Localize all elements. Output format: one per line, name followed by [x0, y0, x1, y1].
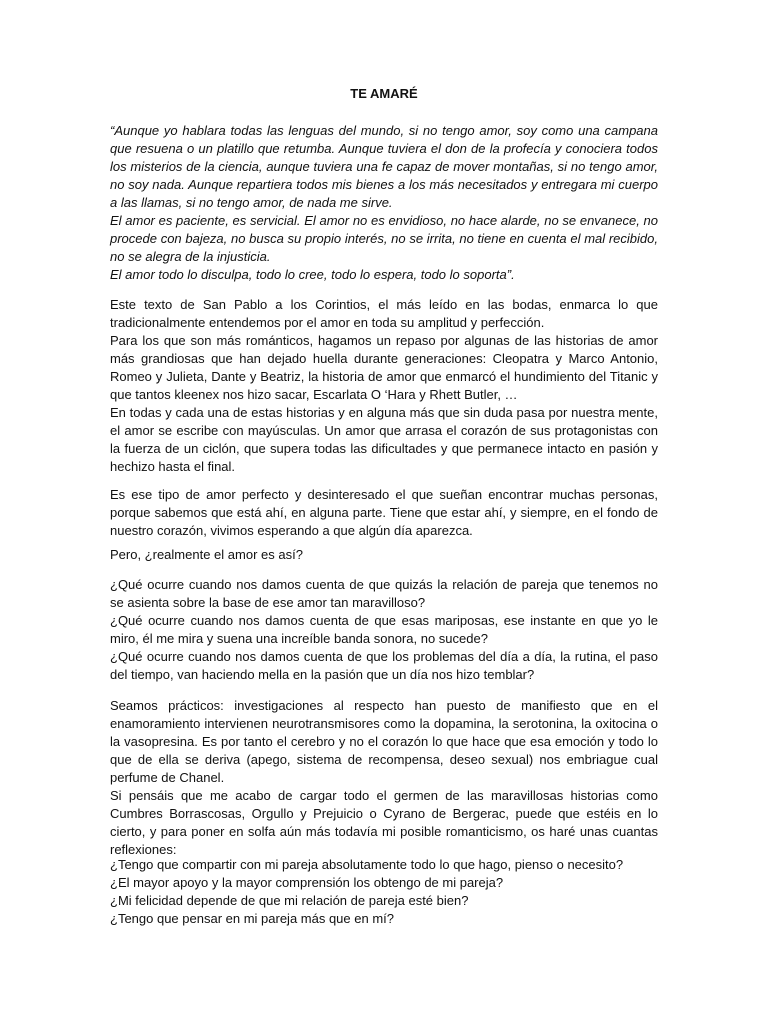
- question-line: ¿Mi felicidad depende de que mi relación de pareja esté bien?: [110, 893, 469, 908]
- questions-block-two: [110, 856, 658, 928]
- question-line: ¿Qué ocurre cuando nos damos cuenta de que los problemas del día a día, la rutina, el paso del tiempo, van haciendo mella en la pasión que un día nos hizo temblar?: [110, 649, 658, 682]
- question-line: ¿Qué ocurre cuando nos damos cuenta de que esas mariposas, ese instante en que yo le miro, él me mira y suena una increíble banda sonora, no sucede?: [110, 613, 658, 646]
- section-one: [110, 296, 658, 476]
- question-line: ¿Qué ocurre cuando nos damos cuenta de que quizás la relación de pareja que tenemos no se asienta sobre la base de ese amor tan maravilloso?: [110, 577, 658, 610]
- body-paragraph: Es ese tipo de amor perfecto y desinteresado el que sueñan encontrar muchas personas, porque sabemos que está ahí, en alguna parte. Tiene que estar ahí, y siempre, en el fondo de nuestro corazón, vivimos esperando a que algún día aparezca.: [110, 487, 658, 538]
- questions-block-one: [110, 576, 658, 684]
- quote-block: [110, 122, 658, 284]
- body-paragraph: Pero, ¿realmente el amor es así?: [110, 547, 303, 562]
- question-line: ¿Tengo que pensar en mi pareja más que en mí?: [110, 911, 395, 926]
- question-line: ¿Tengo que compartir con mi pareja absolutamente todo lo que hago, pienso o necesito?: [110, 857, 624, 872]
- section-four: [110, 697, 658, 859]
- quote-paragraph: El amor es paciente, es servicial. El amor no es envidioso, no hace alarde, no se envanece, no procede con bajeza, no busca su propio interés, no se irrita, no tiene en cuenta el mal recibido, no se alegra de la injusticia.: [110, 213, 658, 264]
- document-title: TE AMARÉ: [350, 86, 418, 101]
- section-three: [110, 546, 658, 564]
- body-paragraph: En todas y cada una de estas historias y en alguna más que sin duda pasa por nuestra mente, el amor se escribe con mayúsculas. Un amor que arrasa el corazón de sus protagonistas con la fuerza de un ciclón, que supera todas las dificultades y que permanece intacto en pasión y hechizo hasta el final.: [110, 405, 658, 474]
- question-line: ¿El mayor apoyo y la mayor comprensión los obtengo de mi pareja?: [110, 875, 504, 890]
- body-paragraph: Este texto de San Pablo a los Corintios, el más leído en las bodas, enmarca lo que tradicionalmente entendemos por el amor en toda su amplitud y perfección.: [110, 297, 658, 330]
- section-two: [110, 486, 658, 540]
- body-paragraph: Para los que son más románticos, hagamos un repaso por algunas de las historias de amor más grandiosas que han dejado huella durante generaciones: Cleopatra y Marco Antonio, Romeo y Julieta, Dante y Beatriz, la historia de amor que enmarcó el hundimiento del Titanic y que tantos kleenex nos hizo sacar, Escarlata O ‘Hara y Rhett Butler, …: [110, 333, 658, 402]
- body-paragraph: Si pensáis que me acabo de cargar todo el germen de las maravillosas historias como Cumbres Borrascosas, Orgullo y Prejuicio o Cyrano de Bergerac, puede que estéis en lo cierto, y para poner en solfa aún más todavía mi posible romanticismo, os haré unas cuantas reflexiones:: [110, 788, 658, 857]
- body-paragraph: Seamos prácticos: investigaciones al respecto han puesto de manifiesto que en el enamoramiento intervienen neurotransmisores como la dopamina, la serotonina, la oxitocina o la vasopresina. Es por tanto el cerebro y no el corazón lo que hace que esa emoción y todo lo que de ella se deriva (apego, sistema de recompensa, deseo sexual) nos embriague cual perfume de Chanel.: [110, 698, 658, 785]
- quote-paragraph: El amor todo lo disculpa, todo lo cree, todo lo espera, todo lo soporta”.: [110, 267, 515, 282]
- quote-paragraph: “Aunque yo hablara todas las lenguas del mundo, si no tengo amor, soy como una campana que resuena o un platillo que retumba. Aunque tuviera el don de la profecía y conociera todos los misterios de la ciencia, aunque tuviera una fe capaz de mover montañas, si no tengo amor, no soy nada. Aunque repartiera todos mis bienes a los más necesitados y entregara mi cuerpo a las llamas, si no tengo amor, de nada me sirve.: [110, 123, 658, 210]
